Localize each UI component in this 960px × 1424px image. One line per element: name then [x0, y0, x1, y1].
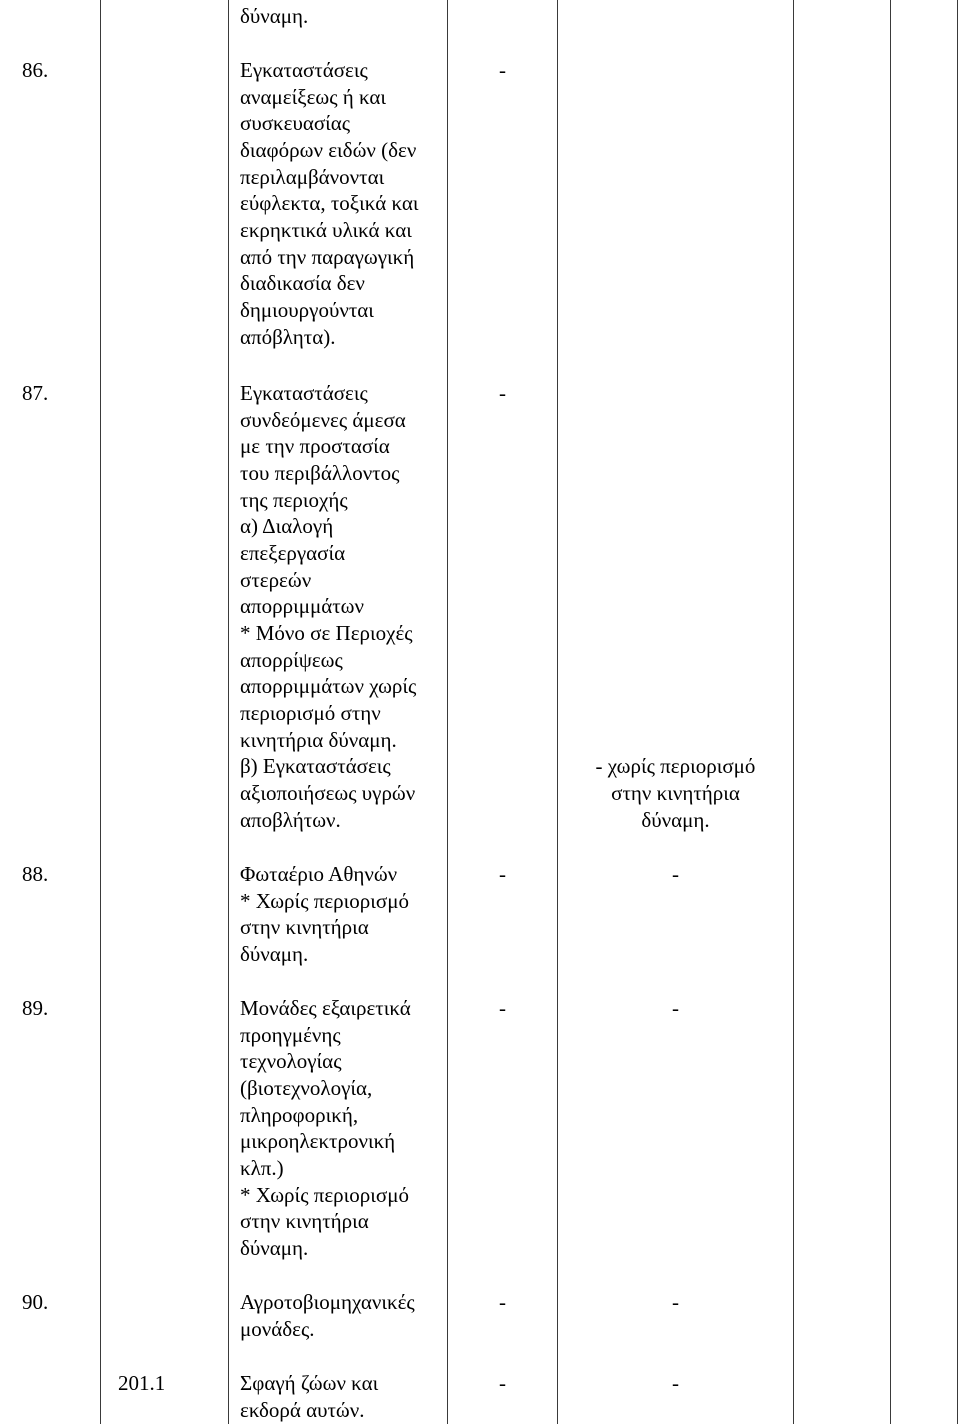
item-description: Εγκαταστάσεις αναμείξεως ή και συσκευασίας διαφόρων ειδών (δεν περιλαμβάνονται εύφλεκτα, τοξικά και εκρηκτικά υλικά και από την παραγωγική διαδικασία δεν δημιουργούνται απόβλητα). — [240, 58, 419, 349]
item-description: Εγκαταστάσεις συνδεόμενες άμεσα με την προστασία του περιβάλλοντος της περιοχής α) Διαλογή επεξεργασία στερεών απορριμμάτων * Μόνο σε Περιοχές απορρίψεως απορριμμάτων χωρίς περιορισμό στην κινητήρια δύναμη. β) Εγκαταστάσεις αξιοποιήσεως υγρών αποβλήτων. — [240, 381, 417, 832]
column-5-mark: - — [672, 1371, 679, 1395]
column-4-mark: - — [499, 381, 506, 405]
item-description: Σφαγή ζώων και εκδορά αυτών. — [240, 1371, 379, 1422]
column-5-mark: - — [672, 996, 679, 1020]
column-divider — [793, 0, 794, 1424]
item-number: 87. — [22, 381, 49, 405]
item-number: 86. — [22, 58, 49, 82]
item-description: Φωταέριο Αθηνών * Χωρίς περιορισμό στην κινητήρια δύναμη. — [240, 862, 410, 967]
column-4-mark: - — [499, 996, 506, 1020]
column-5-mark: - — [672, 1290, 679, 1314]
column-divider — [100, 0, 101, 1424]
item-description: δύναμη. — [240, 4, 309, 28]
column-divider — [890, 0, 891, 1424]
item-description: Μονάδες εξαιρετικά προηγμένης τεχνολογίας (βιοτεχνολογία, πληροφορική, μικροηλεκτρονική κλπ.) * Χωρίς περιορισμό στην κινητήρια δύναμη. — [240, 996, 411, 1261]
column-4-mark: - — [499, 862, 506, 886]
item-number: 89. — [22, 996, 49, 1020]
column-4-mark: - — [499, 1371, 506, 1395]
column-divider — [957, 0, 958, 1424]
item-number: 90. — [22, 1290, 49, 1314]
column-divider — [228, 0, 229, 1424]
item-description: Αγροτοβιομηχανικές μονάδες. — [240, 1290, 415, 1341]
column-4-mark: - — [499, 58, 506, 82]
column-divider — [557, 0, 558, 1424]
column-divider — [447, 0, 448, 1424]
item-number: 88. — [22, 862, 49, 886]
item-code: 201.1 — [118, 1371, 166, 1395]
column-5-note: - χωρίς περιορισμό στην κινητήρια δύναμη. — [595, 754, 756, 832]
column-4-mark: - — [499, 1290, 506, 1314]
column-5-mark: - — [672, 862, 679, 886]
